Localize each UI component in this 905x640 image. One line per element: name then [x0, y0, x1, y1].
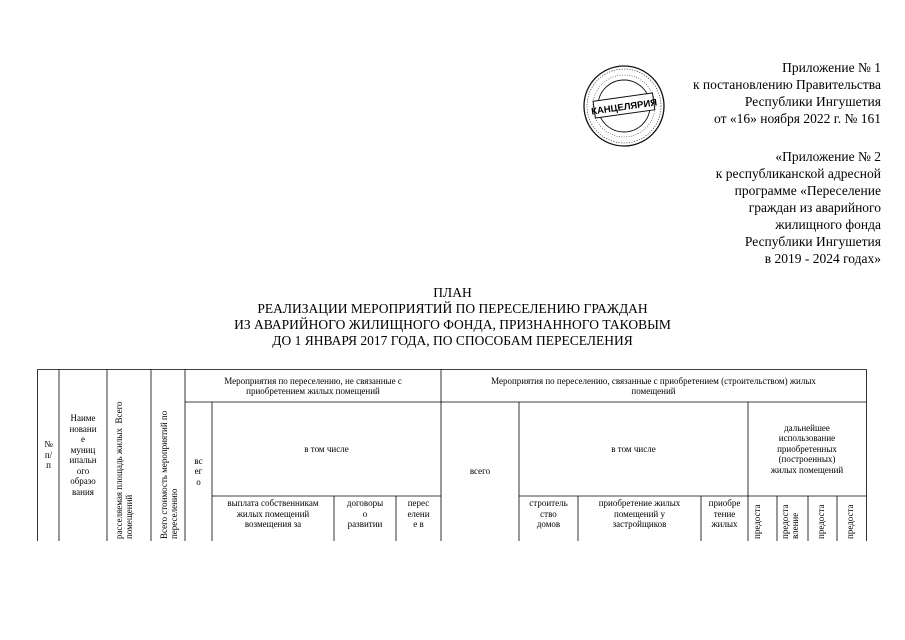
header-g2-from-developers: приобретение жилых помещений у застройщиков	[598, 498, 681, 529]
title-line: ПЛАН	[433, 285, 472, 300]
title-line: ДО 1 ЯНВАРЯ 2017 ГОДА, ПО СПОСОБАМ ПЕРЕСЕЛЕНИЯ	[272, 333, 633, 348]
header-g1-compensation: выплата собственникам жилых помещений возмещения за	[227, 498, 319, 529]
appendix-2-line: «Приложение № 2	[775, 149, 881, 164]
header-g1-development: договоры о развитии	[346, 498, 384, 529]
header-g2-use-c: предоста	[816, 504, 826, 539]
appendix-2-line: Республики Ингушетия	[744, 234, 881, 249]
title-line: ИЗ АВАРИЙНОГО ЖИЛИЩНОГО ФОНДА, ПРИЗНАННОГО ТАКОВЫМ	[234, 317, 671, 332]
header-g2-use-d: предоста	[845, 504, 855, 539]
header-g2-use-b: предоста вление	[780, 504, 800, 539]
title-line: РЕАЛИЗАЦИИ МЕРОПРИЯТИЙ ПО ПЕРЕСЕЛЕНИЮ ГРАЖДАН	[257, 301, 648, 316]
appendix-2-line: жилищного фонда	[775, 217, 881, 232]
header-g2-total: всего	[469, 466, 491, 477]
header-g1-resettlement: перес елени е в	[407, 498, 430, 529]
appendix-2-line: в 2019 - 2024 годах»	[764, 251, 881, 266]
stamp-text: КАНЦЕЛЯРИЯ	[590, 97, 658, 118]
header-g1-total: вс ег о	[194, 455, 203, 487]
header-g2-further-use: дальнейшее использование приобретенных (построенных) жилых помещений	[770, 422, 844, 475]
document-title	[0, 285, 905, 349]
header-total-cost: Всего стоимость мероприятий по переселению	[159, 410, 179, 539]
appendix-1-line: к постановлению Правительства	[692, 77, 881, 92]
header-g2-acquisition: приобре тение жилых	[708, 498, 741, 529]
chancellery-stamp	[582, 64, 666, 148]
appendix-1-line: Приложение № 1	[782, 60, 881, 75]
appendix-2-line: граждан из аварийного	[748, 200, 881, 215]
header-g2-construction: строитель ство домов	[529, 498, 568, 529]
resettlement-plan-table	[37, 369, 867, 541]
header-group-acquisition: Мероприятия по переселению, связанные с приобретением (строительством) жилых помещений	[491, 375, 816, 396]
header-resettled-area: расселяемая площадь жилых Всего помещений	[114, 401, 134, 539]
header-group-no-acquisition: Мероприятия по переселению, не связанные с приобретением жилых помещений	[224, 375, 402, 396]
header-g1-including: в том числе	[304, 443, 349, 454]
appendix-2-line: программе «Переселение	[734, 183, 881, 198]
header-row-number: № п/ п	[44, 439, 53, 471]
header-municipality: Наиме новани е муниц ипальн ого образо вания	[69, 413, 97, 497]
header-g2-including: в том числе	[611, 443, 656, 454]
header-g2-use-a: предоста	[752, 504, 762, 539]
appendix-1-line: от «16» ноября 2022 г. № 161	[714, 111, 881, 126]
appendix-2-header	[716, 148, 881, 267]
appendix-1-line: Республики Ингушетия	[744, 94, 881, 109]
appendix-2-line: к республиканской адресной	[715, 166, 881, 181]
appendix-1-header	[693, 59, 881, 127]
